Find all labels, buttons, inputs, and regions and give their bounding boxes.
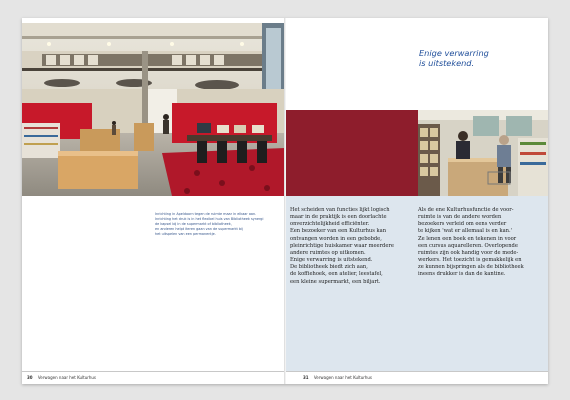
spine-gutter [284, 18, 286, 384]
body-line: ruimtes zijn ook handig voor de mede- [418, 249, 519, 256]
body-line: de koffiehoek, een atelier, leestafel, [290, 271, 383, 278]
maroon-color-block [285, 110, 418, 196]
body-line: Een bezoeker van een Kulturhus kan [290, 228, 387, 235]
right-page [285, 18, 548, 384]
body-line: Als de ene Kulturhusfunctie de voor- [418, 207, 514, 213]
left-footer [27, 375, 96, 380]
body-line: ruimte is van de andere worden [418, 214, 502, 221]
body-line: De bibliotheek biedt zich aan, [290, 264, 368, 271]
footer-rule [22, 371, 285, 372]
page-number: 31 [303, 375, 309, 380]
body-column-1 [290, 207, 411, 286]
library-interior-photo [22, 23, 285, 196]
right-footer [303, 375, 372, 380]
body-line: onverzichtelijkheid efficiënter. [290, 221, 370, 228]
brochure-spread [22, 18, 548, 384]
caption-line: het uitspelen van een permanentje. [155, 232, 216, 236]
body-line: te kijken 'wat er allemaal is en kan.' [418, 228, 513, 235]
body-line: maar in de praktijk is een doorlachte [290, 214, 387, 221]
photo-caption [155, 212, 280, 237]
body-line: werkers. Het toezicht is gemakkelijk en [418, 257, 522, 264]
body-line: een kleine supermarkt, een biljart. [290, 278, 381, 285]
pull-quote-headline [419, 48, 539, 68]
body-line: een cursus aquarelleren. Overlopende [418, 242, 518, 249]
headline-line: is uitstekend. [419, 58, 475, 69]
caption-line: Inrichting het druk is in het flexibel huis van Bibliotheek synergi [155, 217, 264, 221]
caption-line: de kapsel bij in de supermarkt of bibliotheek, [155, 222, 232, 226]
running-title: Verwagen naar het Kulturhus [37, 375, 97, 380]
caption-line: en anderen helpt iteren gaan van de supermarkt bij [155, 227, 243, 231]
body-line: pleinrichtige huiskamer waar meerdere [290, 242, 394, 249]
running-title: Verwagen naar het Kulturhus [313, 375, 373, 380]
body-line: Het scheiden van functies lijkt logisch [290, 207, 390, 213]
page-number: 30 [27, 375, 33, 380]
body-line: andere ruimtes op uitkomen. [290, 249, 366, 256]
body-line: Enige verwarring is uitstekend. [290, 257, 373, 264]
body-line: bezoekers verleid om eens verder [418, 221, 507, 228]
body-column-2 [418, 207, 539, 279]
headline-line: Enige verwarring [419, 48, 489, 58]
caption-line: Inrichting in Apeldoorn tegen de ruimte maar in elkaar aan. [155, 212, 257, 216]
body-line: Ze lenen een boek en tekenen in voor [418, 235, 517, 242]
left-page [22, 18, 285, 384]
footer-rule [285, 371, 548, 372]
body-line: ze kunnen bijspringen als de bibliotheek [418, 264, 524, 271]
supermarket-counter-photo [418, 110, 548, 196]
body-line: ontvangen worden in een gebobde, [290, 235, 382, 242]
body-line: ineens drukker is dan de kantine. [418, 271, 506, 278]
